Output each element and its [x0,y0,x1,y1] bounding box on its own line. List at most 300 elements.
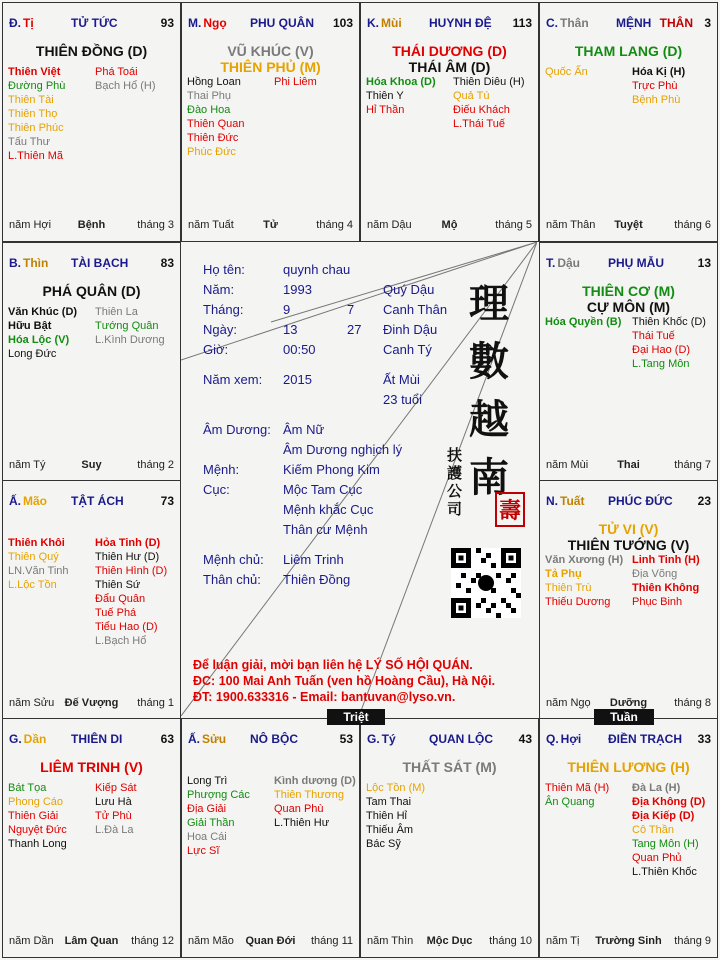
stars-col-left [187,75,244,159]
label-menh-chu: Mệnh chủ: [203,552,264,567]
life-stage: Dưỡng [609,697,648,709]
label-gio: Giờ: [203,342,229,357]
minor-star: Thiên Diêu (H) [453,76,525,88]
value-menh: Kiếm Phong Kim [283,462,380,477]
minor-star: Kình dương (D) [274,775,356,787]
minor-star: Phá Toái [95,66,138,78]
palace-cell[interactable] [539,2,718,242]
label-than-chu: Thân chủ: [203,572,261,587]
palace-year: năm Thân [546,219,596,231]
palace-year: năm Mùi [546,459,589,471]
minor-star: Giải Thần [187,817,235,829]
branch-name: Tị [23,16,34,30]
stars-col-left [8,305,77,361]
palace-number: 43 [518,732,532,746]
palace-cell[interactable] [2,242,181,482]
branch-name: Mùi [381,16,402,30]
palace-month: tháng 3 [137,219,174,231]
palace-cell[interactable] [539,242,718,482]
seal-small-character: 公 [447,482,463,500]
value-nam: 1993 [283,282,312,297]
minor-star: Đào Hoa [187,104,231,116]
major-stars [361,759,538,775]
minor-star: Quan Phủ [632,852,682,864]
minor-star: Quốc Ấn [545,66,588,78]
minor-star: Phi Liêm [274,76,317,88]
minor-star: Địa Võng [632,568,678,580]
life-stage: Tuyệt [614,219,643,231]
palace-footer [9,459,174,473]
minor-star: Thiên Hỉ [366,810,407,822]
minor-star: Thiên Trù [545,582,592,594]
value-tuoi: 23 tuổi [383,392,423,407]
label-ngay: Ngày: [203,322,237,337]
value-ngay-am: 27 [347,322,362,337]
minor-star: Văn Khúc (D) [8,306,78,318]
value-am-duong: Âm Nữ [283,422,325,437]
minor-star: Thiên Hư (D) [95,551,160,563]
value-nam-can: Quý Dậu [383,282,435,297]
major-star: TỬ VI (V) [598,521,659,537]
palace-cell[interactable] [181,718,360,958]
major-star: THÁI ÂM (D) [408,59,491,75]
branch-name: Dần [23,732,47,746]
major-star: THIÊN CƠ (M) [582,283,675,299]
minor-star: Bát Tọa [8,782,47,794]
palace-cell[interactable] [539,480,718,720]
value-thang-am: 7 [347,302,355,317]
branch-stem: N. [546,494,558,508]
palace-header [546,494,711,510]
minor-star: Phúc Đức [187,146,236,158]
minor-star: Hóa Lộc (V) [8,334,70,346]
palace-header [9,732,174,748]
palace-year: năm Mão [188,935,234,947]
branch-stem: Đ. [9,16,21,30]
palace-month: tháng 11 [310,935,353,947]
value-ngay-can: Đinh Dậu [383,322,438,337]
minor-star: Tuế Phá [95,607,137,619]
palace-cell[interactable] [2,718,181,958]
palace-name: PHỤ MẪU [608,256,664,270]
palace-name: THIÊN DI [71,732,123,746]
major-stars [540,521,717,553]
minor-star: Đà La (H) [632,782,681,794]
major-stars [3,283,180,299]
branch-name: Mão [23,494,47,508]
life-stage: Bệnh [77,219,106,231]
palace-month: tháng 6 [674,219,711,231]
contact-line3: ĐT: 1900.633316 - Email: bantuvan@lyso.vn. [193,690,456,704]
major-stars [182,43,359,75]
minor-star: Hỏa Tinh (D) [95,537,161,549]
seal-character: 理 [469,280,509,327]
stars-col-left [187,774,250,858]
label-nam: Năm: [203,282,235,297]
palace-name: PHÚC ĐỨC [608,494,673,508]
life-stage: Mộ [441,219,458,231]
contact-line1: Để luận giải, mời bạn liên hệ LÝ SỐ HỘI QUÁN. [193,658,473,672]
major-stars [540,283,717,315]
minor-star: Thiên Quý [8,551,59,563]
minor-star: Cô Thần [632,824,674,836]
minor-star: L.Thái Tuế [453,118,505,130]
branch-name: Tý [381,732,396,746]
minor-star: L.Tang Môn [632,358,690,370]
minor-star: L.Đà La [95,824,134,836]
minor-star: Thiên Khốc (D) [632,316,706,328]
palace-month: tháng 2 [137,459,174,471]
branch-stem: C. [546,16,558,30]
palace-branch [546,732,581,746]
palace-number: 83 [160,256,174,270]
stars-col-left [8,536,69,592]
minor-star: Thai Phụ [187,90,232,102]
minor-star: Hóa Kị (H) [632,66,686,78]
minor-star: L.Kình Dương [95,334,165,346]
minor-star: Thiên Phúc [8,122,64,134]
palace-branch [9,494,47,508]
major-star: THÁI DƯƠNG (D) [392,43,507,59]
stars-col-right [453,75,525,131]
minor-star: Phong Cáo [8,796,64,808]
palace-month: tháng 5 [495,219,532,231]
value-thang-can: Canh Thân [383,302,448,317]
palace-month: tháng 10 [489,935,532,947]
branch-stem: Ấ. [188,732,200,746]
palace-month: tháng 9 [674,935,711,947]
minor-star: Long Đức [8,348,57,360]
palace-cell[interactable] [539,718,718,958]
label-ho-ten: Họ tên: [203,262,245,277]
minor-star: Quan Phù [274,803,324,815]
minor-star: L.Thiên Mã [8,150,64,162]
tuan-tag: Tuần [594,709,654,725]
palace-footer [367,935,532,949]
palace-footer [188,219,353,233]
palace-branch [9,256,48,270]
palace-cell[interactable] [360,2,539,242]
minor-star: LN.Văn Tinh [8,565,69,577]
palace-header [188,16,353,32]
minor-star: Hồng Loan [187,76,241,88]
palace-branch [367,732,396,746]
minor-star: Tử Phù [95,810,132,822]
branch-name: Thìn [23,256,49,270]
value-cuc: Mộc Tam Cục [283,482,363,497]
seal-small-character: 司 [447,500,463,518]
value-ho-ten: quynh chau [283,262,351,277]
palace-number: 103 [332,16,353,30]
contact-line2: ĐC: 100 Mai Anh Tuấn (ven hồ Hoàng Cầu), Hà Nội. [193,674,496,688]
label-nam-xem: Năm xem: [203,372,263,387]
palace-header [546,16,711,32]
minor-star: Thiên Mã (H) [545,782,610,794]
minor-star: Thiên Tài [8,94,54,106]
branch-name: Tuất [560,494,585,508]
seal-character: 南 [469,454,509,501]
value-thang: 9 [283,302,291,317]
minor-star: Địa Kiếp (D) [632,810,695,822]
minor-star: Hỉ Thần [366,104,405,116]
palace-branch [9,732,46,746]
triet-tag: Triệt [327,709,385,725]
minor-star: Bạch Hổ (H) [95,80,156,92]
branch-name: Thân [560,16,589,30]
palace-name: TẬT ÁCH [71,494,124,508]
palace-cell[interactable] [2,480,181,720]
minor-star: Đẩu Quân [95,593,146,605]
stars-col-left [545,553,623,609]
minor-star: Thiên Y [366,90,404,102]
branch-name: Ngọ [203,16,227,30]
stars-col-right [95,65,156,93]
palace-name: MỆNH [616,16,652,30]
palace-name: NÔ BỘC [250,732,298,746]
palace-name: HUYNH ĐỆ [429,16,492,30]
palace-branch [367,16,402,30]
major-star: THAM LANG (D) [574,43,683,59]
minor-star: Thiếu Dương [545,596,611,608]
palace-branch [546,494,584,508]
minor-star: Đường Phù [8,80,66,92]
branch-stem: T. [546,256,556,270]
minor-star: Tả Phụ [545,568,582,580]
palace-branch [546,256,580,270]
palace-header [9,494,174,510]
minor-star: Phượng Các [187,789,250,801]
minor-star: Trực Phù [632,80,678,92]
major-star: THẤT SÁT (M) [402,759,497,775]
red-stamp: 壽 [495,492,525,527]
palace-month: tháng 4 [316,219,353,231]
minor-star: Thiên Thương [274,789,345,801]
stars-col-left [8,65,65,163]
minor-star: Văn Xương (H) [545,554,624,566]
palace-number: 63 [160,732,174,746]
stars-col-left [8,781,67,851]
than-marker: THÂN [659,16,693,30]
palace-header [367,16,532,32]
minor-star: Thiên Hình (D) [95,565,168,577]
minor-star: Lực Sĩ [187,845,220,857]
palace-number: 33 [697,732,711,746]
seal-small-character: 護 [447,464,463,482]
palace-footer [546,459,711,473]
palace-year: năm Dậu [367,219,412,231]
minor-star: L.Lộc Tồn [8,579,57,591]
palace-year: năm Ngọ [546,697,591,709]
palace-year: năm Tý [9,459,46,471]
major-stars [361,43,538,75]
life-stage: Lâm Quan [64,935,119,947]
palace-header [546,732,711,748]
minor-star: Quả Tú [453,90,490,102]
major-star: LIÊM TRINH (V) [40,759,143,775]
minor-star: Lộc Tồn (M) [366,782,426,794]
label-menh: Mệnh: [203,462,240,477]
minor-star: Bác Sỹ [366,838,401,850]
branch-stem: Ấ. [9,494,21,508]
minor-star: Thiếu Âm [366,824,414,836]
minor-star: Địa Giải [187,803,227,815]
branch-stem: B. [9,256,21,270]
major-star: THIÊN PHỦ (M) [220,59,321,75]
value-gio: 00:50 [283,342,316,357]
branch-stem: K. [367,16,379,30]
palace-branch [546,16,589,30]
palace-name: ĐIỀN TRẠCH [608,732,682,746]
stars-col-left [366,75,436,117]
value-nam-xem: 2015 [283,372,312,387]
palace-cell[interactable] [2,2,181,242]
minor-star: Thiên Sứ [95,579,141,591]
minor-star: Lưu Hà [95,796,132,808]
value-nam-xem-can: Ất Mùi [383,372,420,387]
palace-number: 53 [339,732,353,746]
stars-col-right [632,65,685,107]
stars-col-right [632,781,705,879]
palace-cell[interactable] [360,718,539,958]
center-info-panel [181,242,537,716]
branch-stem: G. [9,732,22,746]
minor-star: Thiên La [95,306,138,318]
stars-col-right [95,536,167,648]
minor-star: Thiên Không [632,582,700,594]
stars-col-left [545,781,609,809]
major-stars [3,43,180,59]
major-star: THIÊN LƯƠNG (H) [567,759,690,775]
palace-cell[interactable] [181,2,360,242]
branch-name: Hợi [560,732,582,746]
value-cuc-2: Mệnh khắc Cục [283,502,374,517]
life-stage: Suy [81,459,102,471]
major-stars [3,759,180,775]
label-am-duong: Âm Dương: [203,422,271,437]
palace-header [9,256,174,272]
minor-star: Nguyệt Đức [8,824,67,836]
qr-code [451,548,521,618]
palace-footer [9,697,174,711]
life-stage: Mộc Dục [426,935,473,947]
palace-footer [546,219,711,233]
stars-col-right [274,75,317,89]
major-stars [540,759,717,775]
minor-star: Bệnh Phù [632,94,681,106]
stars-col-left [545,315,621,329]
palace-footer [367,219,532,233]
stars-col-right [95,305,165,347]
palace-year: năm Hợi [9,219,52,231]
minor-star: Tấu Thư [8,136,51,148]
palace-month: tháng 1 [137,697,174,709]
minor-star: Thái Tuế [632,330,675,342]
palace-number: 23 [697,494,711,508]
palace-header [367,732,532,748]
minor-star: Hữu Bật [8,320,52,332]
palace-branch [188,16,227,30]
minor-star: Địa Không (D) [632,796,706,808]
major-star: CỰ MÔN (M) [586,299,671,315]
value-gio-can: Canh Tý [383,342,432,357]
minor-star: Linh Tinh (H) [632,554,700,566]
major-star: THIÊN TƯỚNG (V) [567,537,690,553]
branch-stem: M. [188,16,202,30]
stars-col-right [95,781,137,837]
palace-branch [9,16,34,30]
palace-footer [9,219,174,233]
minor-star: Điếu Khách [453,104,510,116]
branch-name: Dậu [557,256,581,270]
value-than-chu: Thiên Đồng [283,572,351,587]
major-star: VŨ KHÚC (V) [227,43,314,59]
value-menh-chu: Liêm Trinh [283,552,344,567]
minor-star: Thiên Thọ [8,108,58,120]
label-cuc: Cục: [203,482,230,497]
value-cuc-3: Thân cư Mệnh [283,522,368,537]
minor-star: Kiếp Sát [95,782,137,794]
palace-year: năm Sửu [9,697,55,709]
stars-col-right [632,553,700,609]
minor-star: Thanh Long [8,838,67,850]
branch-stem: G. [367,732,380,746]
minor-star: L.Thiên Hư [274,817,330,829]
palace-year: năm Tị [546,935,580,947]
palace-number: 13 [697,256,711,270]
palace-header [9,16,174,32]
minor-star: Thiên Đức [187,132,239,144]
seal-small-character: 扶 [447,446,463,464]
branch-stem: Q. [546,732,559,746]
palace-year: năm Thìn [367,935,414,947]
palace-number: 73 [160,494,174,508]
minor-star: Đại Hao (D) [632,344,691,356]
palace-footer [546,935,711,949]
minor-star: Hoa Cái [187,831,227,843]
palace-year: năm Dần [9,935,54,947]
minor-star: Tiểu Hao (D) [95,621,158,633]
palace-name: TÀI BẠCH [71,256,129,270]
life-stage: Đế Vượng [64,697,119,709]
palace-footer [9,935,174,949]
value-am-duong-2: Âm Dương nghịch lý [283,442,403,457]
value-ngay: 13 [283,322,298,337]
minor-star: Tướng Quân [95,320,159,332]
life-stage: Trường Sinh [595,935,662,947]
minor-star: Thiên Việt [8,66,61,78]
palace-number: 113 [512,16,532,30]
minor-star: Hóa Khoa (D) [366,76,436,88]
stars-col-left [545,65,588,79]
seal-character: 數 [469,338,509,385]
major-star: THIÊN ĐỒNG (D) [35,43,148,59]
life-stage: Tử [263,219,278,231]
life-stage: Quan Đới [245,935,296,947]
palace-header [188,732,353,748]
major-stars [540,43,717,59]
palace-name: QUAN LỘC [429,732,493,746]
minor-star: Ân Quang [545,796,595,808]
minor-star: L.Bạch Hổ [95,635,147,647]
palace-branch [188,732,226,746]
minor-star: Hóa Quyền (B) [545,316,622,328]
palace-header [546,256,711,272]
minor-star: Thiên Quan [187,118,245,130]
palace-name: TỬ TỨC [71,16,118,30]
palace-month: tháng 8 [674,697,711,709]
palace-footer [188,935,353,949]
stars-col-right [632,315,706,371]
